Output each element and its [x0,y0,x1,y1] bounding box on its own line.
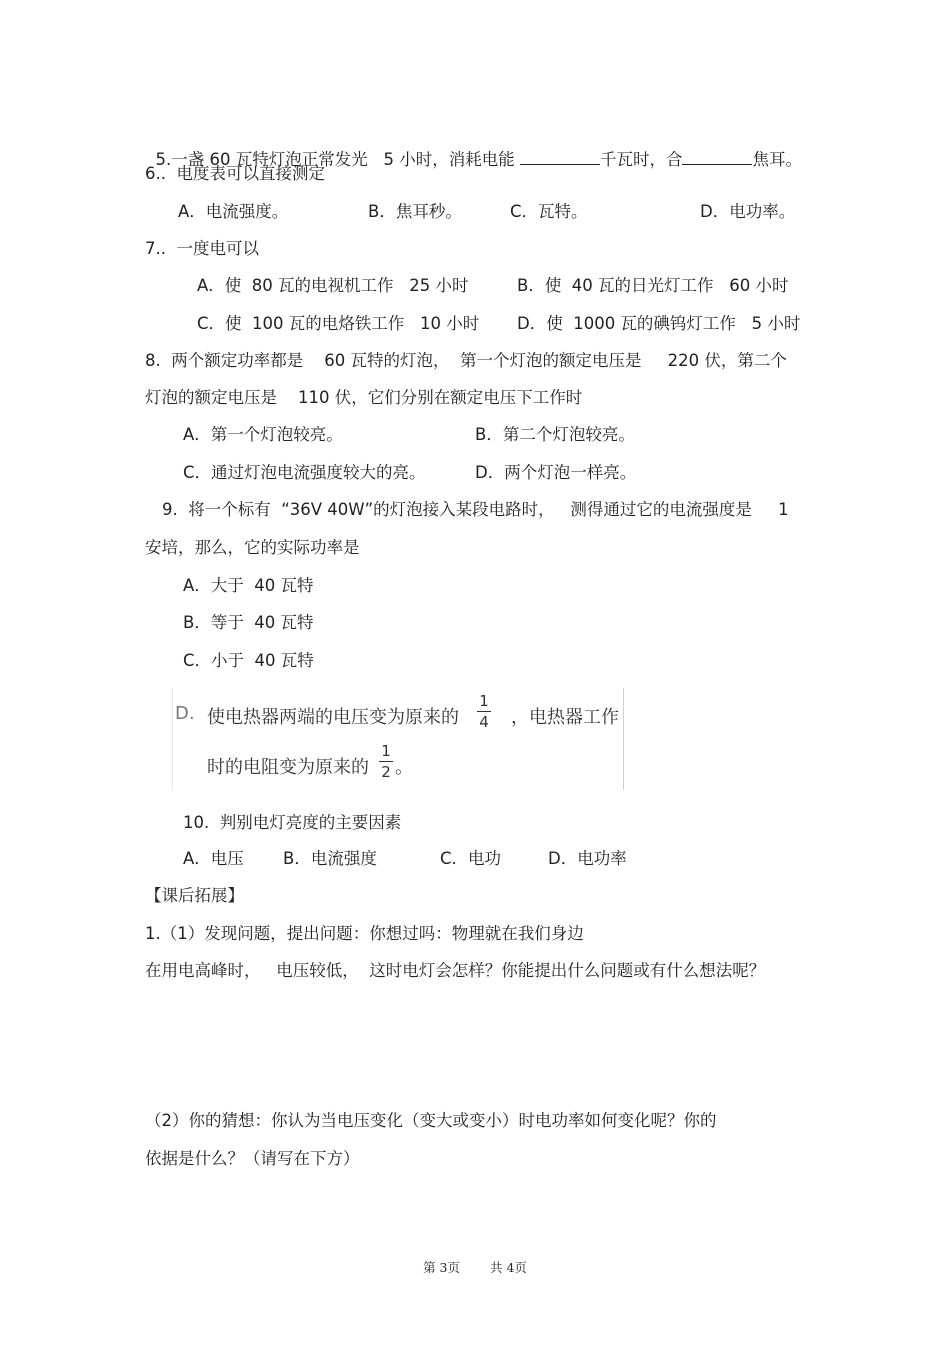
image-option-prefix: D. [175,703,195,724]
q7-option-c: C．使 100 瓦的电烙铁工作 10 小时 [197,314,480,333]
q5-blank-2 [682,148,752,165]
image-option-line-1: 使电热器两端的电压变为原来的 [207,707,459,728]
q9-option-a: A．大于 40 瓦特 [183,576,314,595]
page-total: 共 4页 [489,1260,527,1275]
q9-option-b: B．等于 40 瓦特 [183,613,314,632]
ext1-line-1: 1.（1）发现问题，提出问题：你想过吗：物理就在我们身边 [145,924,584,943]
q10-option-b: B．电流强度 [283,849,377,868]
q10-stem: 10. 判别电灯亮度的主要因素 [183,813,402,832]
fraction-2-numerator: 1 [381,742,391,760]
q8-line-1: 8. 两个额定功率都是 60 瓦特的灯泡， 第一个灯泡的额定电压是 220 伏，第二个 [145,351,787,370]
fraction-2-denominator: 2 [381,763,391,781]
q6-option-b: B．焦耳秒。 [368,202,462,221]
fraction-1-denominator: 4 [479,713,489,731]
q8-option-d: D．两个灯泡一样亮。 [475,463,637,482]
q10-option-d: D．电功率 [548,849,627,868]
fraction-1-bar [477,711,491,712]
q7-option-a: A．使 80 瓦的电视机工作 25 小时 [197,276,469,295]
q8-line-2: 灯泡的额定电压是 110 伏，它们分别在额定电压下工作时 [145,388,583,407]
page-number: 第 3页 [423,1260,461,1275]
q5-text-a: 5.一盏 60 瓦特灯泡正常发光 5 小时，消耗电能 [155,150,520,169]
fraction-one-half [379,742,393,781]
q10-option-c: C．电功 [440,849,502,868]
q6-option-c: C．瓦特。 [510,202,588,221]
q7-option-b: B．使 40 瓦的日光灯工作 60 小时 [517,276,789,295]
image-option-line-2-tail: 。 [395,757,413,778]
image-option-line-2: 时的电阻变为原来的 [207,757,369,778]
q9-line-1: 9. 将一个标有 “36V 40W”的灯泡接入某段电路时， 测得通过它的电流强度是 1 [162,500,789,519]
fraction-one-quarter [477,692,491,731]
q5-text-b: 千瓦时，合 [599,150,683,169]
q9-option-c: C．小于 40 瓦特 [183,651,314,670]
q5-text-c: 焦耳。 [752,150,802,169]
section-title: 【课后拓展】 [145,886,244,905]
q10-option-a: A．电压 [183,849,244,868]
q6-option-a: A．电流强度。 [178,202,289,221]
q5-blank-1 [520,148,600,165]
page-footer [0,1258,950,1276]
q8-option-c: C．通过灯泡电流强度较大的亮。 [183,463,426,482]
ext2-line-2: 依据是什么？（请写在下方） [145,1149,360,1168]
q6-stem: 6.. 电度表可以直接测定 [145,164,325,183]
q8-option-a: A．第一个灯泡较亮。 [183,425,343,444]
q6-option-d: D．电功率。 [700,202,796,221]
q8-option-b: B．第二个灯泡较亮。 [475,425,635,444]
ext2-line-1: （2）你的猜想：你认为当电压变化（变大或变小）时电功率如何变化呢？你的 [145,1111,717,1130]
option-d-image [172,688,624,790]
image-option-line-1-tail: ，电热器工作 [511,707,619,728]
q9-line-2: 安培，那么，它的实际功率是 [145,538,360,557]
fraction-2-bar [379,761,393,762]
fraction-1-numerator: 1 [479,692,489,710]
q7-stem: 7.. 一度电可以 [145,239,259,258]
ext1-line-2: 在用电高峰时， 电压较低， 这时电灯会怎样？你能提出什么问题或有什么想法呢？ [145,961,766,980]
q7-option-d: D．使 1000 瓦的碘钨灯工作 5 小时 [517,314,801,333]
